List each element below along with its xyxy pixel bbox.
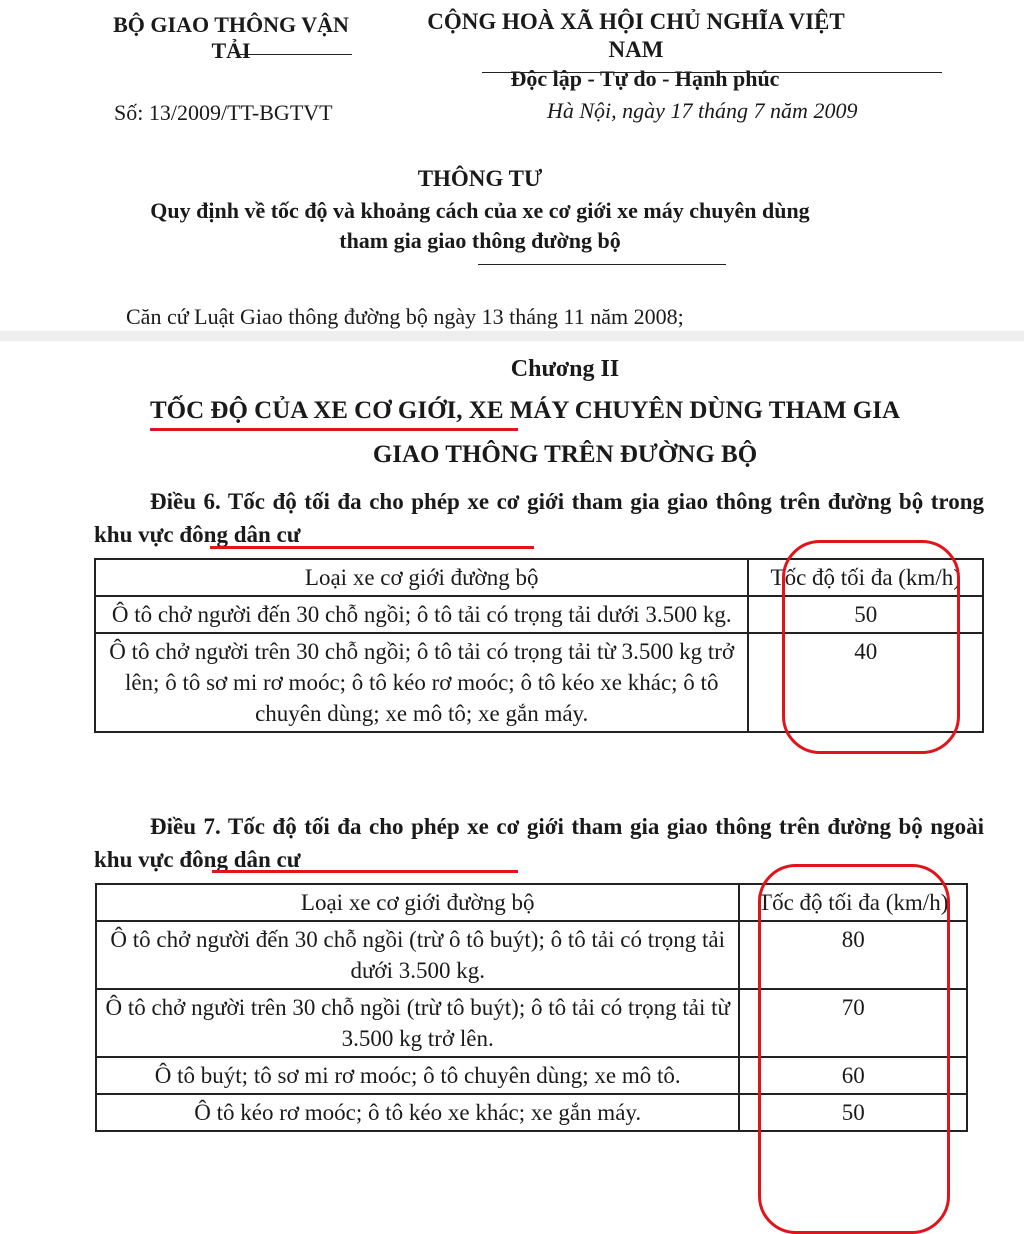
vehicle-cell: Ô tô kéo rơ moóc; ô tô kéo xe khác; xe gắn máy. (96, 1094, 739, 1131)
red-circle-urban-speeds (782, 540, 960, 754)
column-header-vehicle: Loại xe cơ giới đường bộ (95, 559, 748, 596)
red-underline-chapter-title (150, 428, 518, 431)
vehicle-cell: Ô tô buýt; tô sơ mi rơ moóc; ô tô chuyên dùng; xe mô tô. (96, 1057, 739, 1094)
motto-underline (482, 72, 942, 73)
speed-cell: 50 (748, 596, 983, 633)
speed-cell: 80 (739, 921, 967, 989)
vehicle-cell: Ô tô chở người trên 30 chỗ ngồi (trừ tô buýt); ô tô tải có trọng tải từ 3.500 kg trở lên. (96, 989, 739, 1057)
ministry-name: BỘ GIAO THÔNG VẬN TẢI (113, 12, 349, 63)
chapter-title-line2: GIAO THÔNG TRÊN ĐƯỜNG BỘ (372, 441, 758, 468)
document-type: THÔNG TƯ (417, 166, 543, 191)
speed-cell: 60 (739, 1057, 967, 1094)
vehicle-cell: Ô tô chở người trên 30 chỗ ngồi; ô tô tải có trọng tải từ 3.500 kg trở lên; ô tô sơ mi rơ moóc; ô tô kéo rơ moóc; ô tô kéo xe khác; ô tô chuyên dùng; xe mô tô; xe gắn máy. (95, 633, 748, 732)
article-6-heading: Điều 6. Tốc độ tối đa cho phép xe cơ giới tham gia giao thông trên đường bộ trong khu vực đông dân cư (94, 489, 984, 547)
speed-cell: 70 (739, 989, 967, 1057)
chapter-number: Chương II (510, 356, 620, 382)
column-header-speed: Tốc độ tối đa (km/h) (739, 884, 967, 921)
national-motto: Độc lập - Tự do - Hạnh phúc (510, 66, 780, 91)
document-number: Số: 13/2009/TT-BGTVT (114, 100, 333, 125)
red-underline-outside-urban-area (212, 870, 518, 873)
chapter-title-line1: TỐC ĐỘ CỦA XE CƠ GIỚI, XE MÁY CHUYÊN DÙNG THAM GIA (150, 397, 901, 424)
subject-underline (478, 264, 726, 265)
page-separator (0, 331, 1024, 341)
vehicle-cell: Ô tô chở người đến 30 chỗ ngồi (trừ ô tô buýt); ô tô tải có trọng tải dưới 3.500 kg. (96, 921, 739, 989)
vehicle-cell: Ô tô chở người đến 30 chỗ ngồi; ô tô tải có trọng tải dưới 3.500 kg. (95, 596, 748, 633)
speed-cell: 50 (739, 1094, 967, 1131)
legal-basis: Căn cứ Luật Giao thông đường bộ ngày 13 tháng 11 năm 2008; (126, 304, 684, 329)
article-7-heading: Điều 7. Tốc độ tối đa cho phép xe cơ giới tham gia giao thông trên đường bộ ngoài khu vực đông dân cư (94, 814, 984, 872)
red-circle-rural-speeds (758, 864, 950, 1234)
document-subject: Quy định về tốc độ và khoảng cách của xe cơ giới xe máy chuyên dùng tham gia giao thông đường bộ (150, 198, 810, 253)
red-underline-urban-area (210, 546, 534, 549)
column-header-speed: Tốc độ tối đa (km/h) (748, 559, 983, 596)
nation-name: CỘNG HOÀ XÃ HỘI CHỦ NGHĨA VIỆT NAM (427, 9, 845, 62)
document-date: Hà Nội, ngày 17 tháng 7 năm 2009 (547, 98, 858, 123)
column-header-vehicle: Loại xe cơ giới đường bộ (96, 884, 739, 921)
speed-cell: 40 (748, 633, 983, 732)
ministry-underline (240, 54, 352, 55)
